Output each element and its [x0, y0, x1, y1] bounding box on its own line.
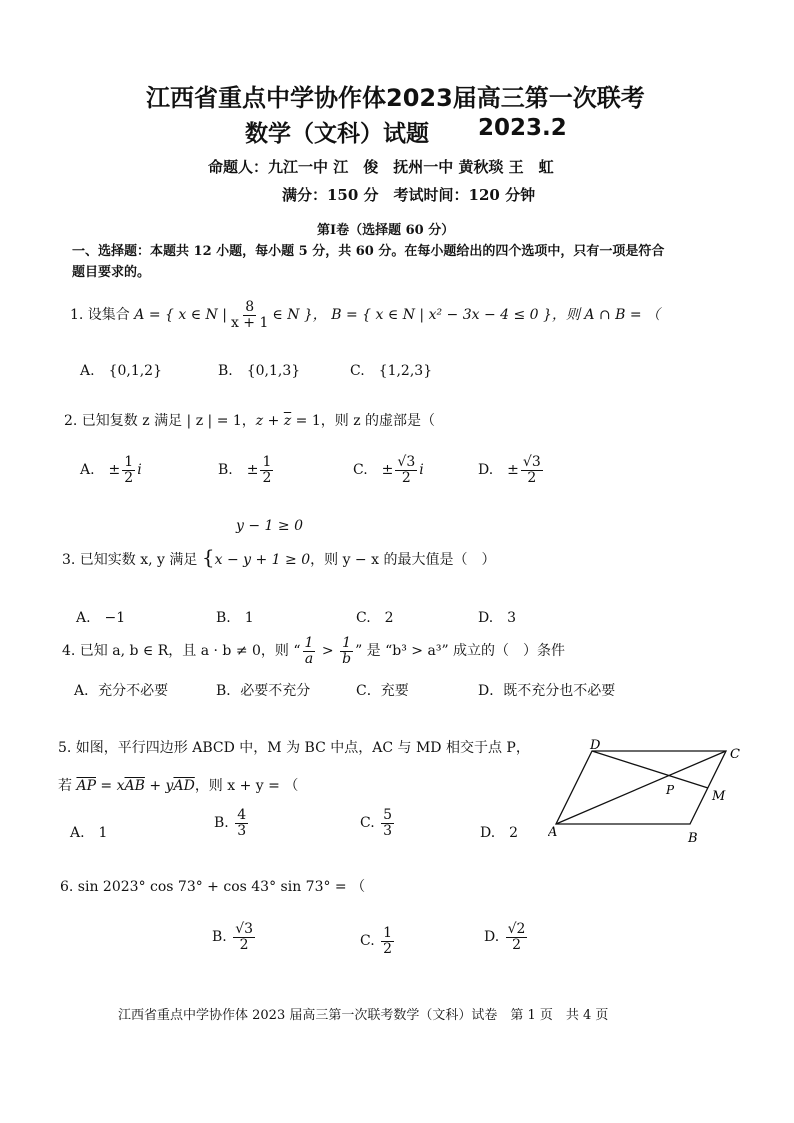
- question-4: [62, 636, 565, 666]
- q6-option-b: [212, 922, 257, 952]
- q4-f1-num: 1: [304, 635, 314, 651]
- exam-year: 2023.2: [478, 115, 567, 141]
- question-1: [70, 300, 660, 330]
- q5-pre: 若: [58, 778, 77, 794]
- q5-eq-x: = x: [95, 778, 125, 794]
- q2-conjugate: $\overline{z}$: [283, 413, 292, 429]
- q6-option-c: [360, 926, 396, 956]
- q1-option-b: B. {0,1,3}: [218, 363, 301, 379]
- q2-d-num: √3: [522, 454, 541, 470]
- page-footer: 江西省重点中学协作体 2023 届高三第一次联考数学（文科）试卷 第 1 页 共 4 页: [118, 1008, 609, 1023]
- label-m: M: [712, 789, 726, 804]
- q3-system-row-1: y − 1 ≥ 0: [236, 518, 303, 534]
- q1-option-a: A. {0,1,2}: [80, 363, 162, 379]
- q4-option-b: B．必要不充分: [216, 683, 311, 699]
- q2-a-num: 1: [124, 454, 134, 470]
- part-title: 第Ⅰ卷（选择题 60 分）: [317, 223, 455, 238]
- question-2: [64, 410, 435, 430]
- q5-plus-y: + y: [144, 778, 174, 794]
- question-5: 5. 如图，平行四边形 ABCD 中，M 为 BC 中点，AC 与 MD 相交于点 P，: [58, 740, 530, 756]
- label-d: D: [590, 738, 601, 753]
- q6-c-den: 2: [383, 940, 393, 957]
- q1-frac-den: x + 1: [230, 314, 269, 331]
- q4-tail: ” 是 “b³ > a³” 成立的（ ）条件: [355, 643, 566, 660]
- q4-lead: 4. 已知 a, b ∈ R，且 a · b ≠ 0，则 “: [62, 643, 301, 660]
- q2-c-tail: i: [419, 462, 424, 479]
- q5-b-frac: [235, 808, 248, 838]
- q2-a-label: A. ±: [80, 462, 121, 479]
- q4-frac-1: [303, 636, 316, 666]
- q5-c-label: C.: [360, 815, 375, 832]
- label-c: C: [730, 747, 740, 762]
- q4-option-d: D．既不充分也不必要: [478, 683, 616, 699]
- q2-c-den: 2: [401, 469, 411, 486]
- q5-c-den: 3: [383, 822, 393, 839]
- q3-option-a: A. −1: [76, 610, 126, 626]
- q2-c-frac: [395, 455, 417, 485]
- exam-authors: 命题人：九江一中 江 俊 抚州一中 黄秋琰 王 虹: [208, 158, 554, 176]
- q1-set-a-suffix: ∈ N }，: [272, 307, 327, 324]
- q6-d-num: √2: [507, 921, 526, 937]
- q4-frac-2: [340, 636, 353, 666]
- q5-b-num: 4: [237, 807, 247, 823]
- segment-md: [592, 751, 708, 788]
- q4-option-c: C．充要: [356, 683, 409, 699]
- q6-b-frac: [233, 922, 255, 952]
- q3-tail: ，则 y − x 的最大值是（ ）: [310, 552, 496, 568]
- q2-b-den: 2: [262, 469, 272, 486]
- q5-vector-ab: $\overline{AB}$: [124, 778, 145, 794]
- q2-eq-post: = 1，则 z 的虚部是（: [291, 413, 436, 429]
- q5-c-num: 5: [383, 807, 393, 823]
- q5-option-b: [214, 808, 250, 838]
- q5-c-frac: [381, 808, 394, 838]
- q2-a-den: 2: [124, 469, 134, 486]
- q2-d-frac: [521, 455, 543, 485]
- q6-b-num: √3: [235, 921, 254, 937]
- q6-d-den: 2: [512, 936, 522, 953]
- section-instructions-cont: 题目要求的。: [72, 265, 151, 280]
- q2-option-b: [218, 455, 275, 485]
- q5-b-den: 3: [237, 822, 247, 839]
- q3-system-row-2: x − y + 1 ≥ 0: [214, 552, 311, 568]
- exam-subject-title: 数学（文科）试题: [245, 121, 429, 147]
- q2-stem: 2. 已知复数 z 满足 | z | = 1，: [64, 413, 256, 429]
- q6-b-label: B.: [212, 929, 227, 946]
- q6-c-label: C.: [360, 933, 375, 950]
- q3-lead: 3. 已知实数 x, y 满足: [62, 552, 198, 568]
- q4-gt: >: [317, 643, 339, 660]
- q4-f2-den: b: [342, 650, 352, 667]
- q6-option-d: [484, 922, 529, 952]
- exam-info: 满分：150 分 考试时间：120 分钟: [282, 186, 536, 204]
- q2-d-label: D. ±: [478, 462, 519, 479]
- diagonal-ac: [556, 751, 726, 824]
- q3-brace-icon: {: [201, 545, 215, 569]
- q6-c-num: 1: [383, 925, 393, 941]
- q5-post: ，则 x + y = （: [194, 778, 299, 794]
- q2-c-num: √3: [397, 454, 416, 470]
- q2-eq-pre: z +: [255, 413, 284, 429]
- q6-d-frac: [506, 922, 528, 952]
- q3-option-d: D. 3: [478, 610, 517, 626]
- question-5-line-2: [58, 775, 298, 795]
- q6-b-den: 2: [239, 936, 249, 953]
- q5-option-a: A. 1: [70, 825, 108, 841]
- q2-option-d: [478, 455, 545, 485]
- q2-option-c: [353, 455, 424, 485]
- q5-vector-ap: $\overline{AP}$: [76, 778, 96, 794]
- exam-title: 江西省重点中学协作体2023届高三第一次联考: [146, 84, 645, 112]
- q2-b-frac: [260, 455, 273, 485]
- q3-option-b: B. 1: [216, 610, 254, 626]
- parallelogram-figure: [548, 736, 768, 851]
- q2-option-a: [80, 455, 142, 485]
- q1-set-a: A = { x ∈ N |: [134, 307, 227, 324]
- q1-frac-num: 8: [245, 299, 255, 315]
- q2-a-frac: [122, 455, 135, 485]
- question-3: [62, 545, 495, 569]
- q2-b-num: 1: [262, 454, 272, 470]
- q2-b-label: B. ±: [218, 462, 259, 479]
- q2-d-den: 2: [527, 469, 537, 486]
- q3-option-c: C. 2: [356, 610, 394, 626]
- q2-c-label: C. ±: [353, 462, 394, 479]
- q6-d-label: D.: [484, 929, 500, 946]
- q5-vector-ad: $\overline{AD}$: [173, 778, 195, 794]
- q1-fraction: [229, 300, 270, 330]
- q1-lead: 1. 设集合: [70, 307, 130, 324]
- q6-c-frac: [381, 926, 394, 956]
- q5-option-d: D. 2: [480, 825, 519, 841]
- q4-option-a: A．充分不必要: [74, 683, 169, 699]
- question-6: 6. sin 2023° cos 73° + cos 43° sin 73° = （: [60, 879, 366, 895]
- q1-set-b: B = { x ∈ N | x² − 3x − 4 ≤ 0 }，则 A ∩ B = （: [331, 307, 661, 324]
- label-p: P: [666, 783, 675, 797]
- q5-b-label: B.: [214, 815, 229, 832]
- label-a: A: [548, 825, 558, 840]
- section-instructions: 一、选择题：本题共 12 小题，每小题 5 分，共 60 分。在每小题给出的四个选项中，只有一项是符合: [72, 244, 665, 259]
- q4-f2-num: 1: [342, 635, 352, 651]
- q4-f1-den: a: [304, 650, 314, 667]
- q1-option-c: C. {1,2,3}: [350, 363, 433, 379]
- q5-option-c: [360, 808, 396, 838]
- label-b: B: [688, 831, 698, 846]
- q2-a-tail: i: [137, 462, 142, 479]
